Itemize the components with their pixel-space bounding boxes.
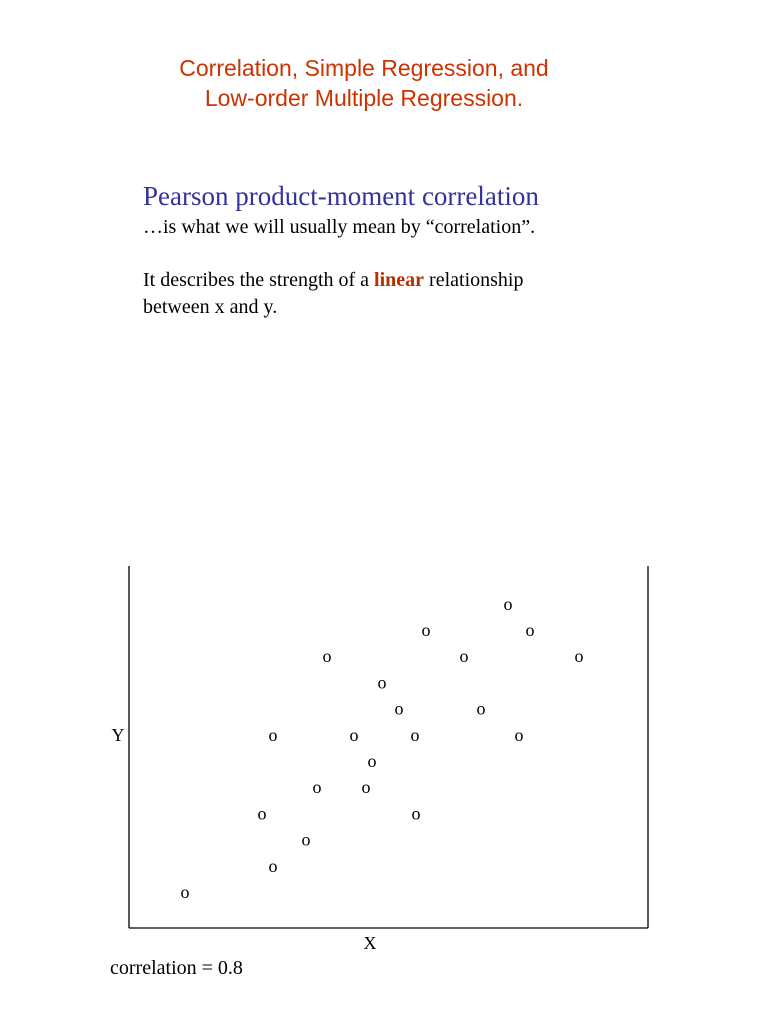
- data-point: o: [503, 593, 513, 614]
- data-point: o: [459, 646, 469, 667]
- data-point: o: [514, 724, 524, 745]
- title-line-1: Correlation, Simple Regression, and: [179, 55, 549, 81]
- body-line-3: between x and y.: [143, 296, 278, 318]
- data-point: o: [361, 777, 371, 798]
- data-points: [181, 594, 584, 902]
- data-point: o: [257, 803, 267, 824]
- data-point: o: [476, 698, 486, 719]
- data-point: o: [312, 777, 322, 798]
- data-point: o: [377, 672, 387, 693]
- body-line-2-start: It describes the strength of a: [143, 269, 375, 291]
- data-point: o: [268, 855, 278, 876]
- title-line-2: Low-order Multiple Regression.: [204, 85, 524, 111]
- data-point: o: [394, 698, 404, 719]
- data-point: o: [322, 646, 332, 667]
- correlation-caption: correlation = 0.8: [110, 957, 243, 979]
- body-line-1: …is what we will usually mean by “correlation”.: [143, 216, 536, 238]
- data-point: o: [411, 803, 421, 824]
- data-point: o: [367, 751, 377, 771]
- emphasized-word: linear: [374, 269, 425, 291]
- x-axis-label: X: [363, 933, 377, 953]
- data-point: o: [349, 724, 359, 745]
- data-point: o: [180, 882, 190, 902]
- data-point: o: [410, 724, 420, 745]
- data-point: o: [421, 620, 431, 640]
- section-heading: Pearson product-moment correlation: [143, 181, 539, 211]
- y-axis-label: Y: [111, 725, 125, 745]
- body-line-2-end: relationship: [424, 269, 524, 291]
- data-point: o: [268, 724, 278, 745]
- data-point: o: [525, 620, 535, 640]
- data-point: o: [574, 646, 584, 667]
- data-point: o: [301, 829, 311, 850]
